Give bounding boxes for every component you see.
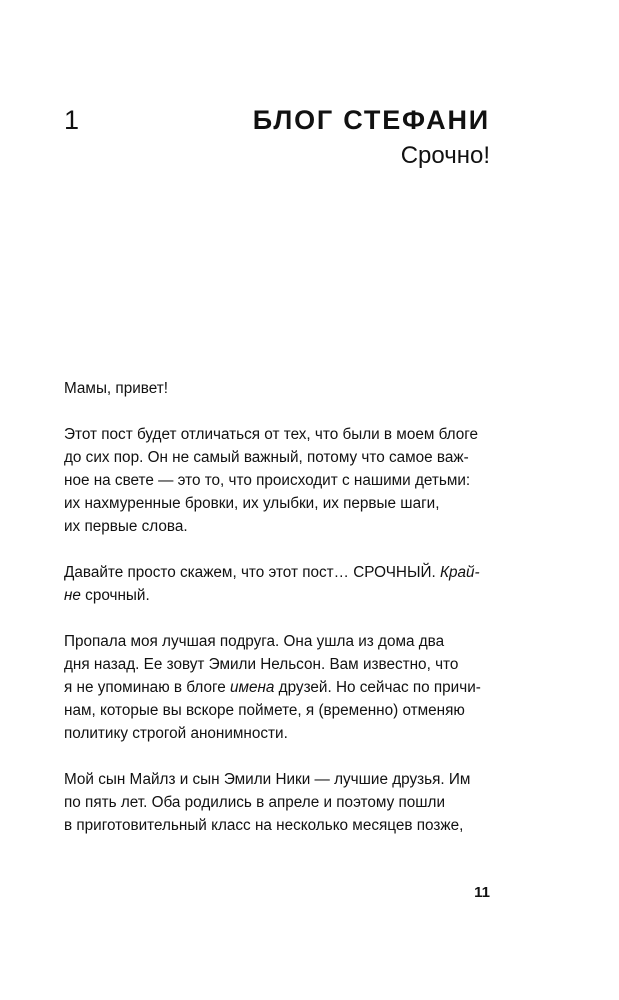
- chapter-number: 1: [64, 105, 80, 135]
- body-text: [64, 377, 494, 860]
- emphasis-text: не: [64, 587, 81, 604]
- text-line: Мой сын Майлз и сын Эмили Ники — лучшие друзья. Им: [64, 771, 471, 788]
- paragraph-urgent: [64, 561, 494, 607]
- emphasis-text: имена: [229, 679, 275, 696]
- paragraph-intro: [64, 423, 494, 538]
- text-run: Давайте просто скажем, что этот пост… СРОЧНЫЙ.: [64, 564, 440, 581]
- text-line: [64, 676, 494, 699]
- paragraph-missing-friend: [64, 630, 494, 745]
- chapter-subtitle: Срочно!: [400, 142, 490, 169]
- text-line: их нахмуренные бровки, их улыбки, их первые шаги,: [64, 495, 440, 512]
- text-line: по пять лет. Оба родились в апреле и поэтому пошли: [64, 794, 445, 811]
- text-line: в приготовительный класс на несколько месяцев позже,: [64, 817, 464, 834]
- text-run: я не упоминаю в блоге: [64, 679, 230, 696]
- paragraph-greeting: [64, 377, 494, 400]
- text-line: дня назад. Ее зовут Эмили Нельсон. Вам известно, что: [64, 656, 459, 673]
- text-line: Этот пост будет отличаться от тех, что были в моем блоге: [64, 426, 479, 443]
- emphasis-text: Край-: [439, 564, 480, 581]
- text-line: политику строгой анонимности.: [64, 725, 288, 742]
- text-line: ное на свете — это то, что происходит с нашими детьми:: [64, 472, 471, 489]
- chapter-title: БЛОГ СТЕФАНИ: [252, 105, 490, 135]
- text-line: их первые слова.: [64, 518, 188, 535]
- text-run: друзей. Но сейчас по причи-: [274, 679, 481, 696]
- text-line: [64, 561, 494, 584]
- text-line: до сих пор. Он не самый важный, потому что самое важ-: [64, 449, 469, 466]
- text-line: Пропала моя лучшая подруга. Она ушла из дома два: [64, 633, 445, 650]
- page-number: 11: [474, 884, 490, 901]
- text-line: Мамы, привет!: [64, 380, 168, 397]
- text-line: нам, которые вы вскоре поймете, я (временно) отменяю: [64, 702, 465, 719]
- text-run: срочный.: [80, 587, 150, 604]
- text-line: [64, 584, 494, 607]
- paragraph-sons: [64, 768, 494, 837]
